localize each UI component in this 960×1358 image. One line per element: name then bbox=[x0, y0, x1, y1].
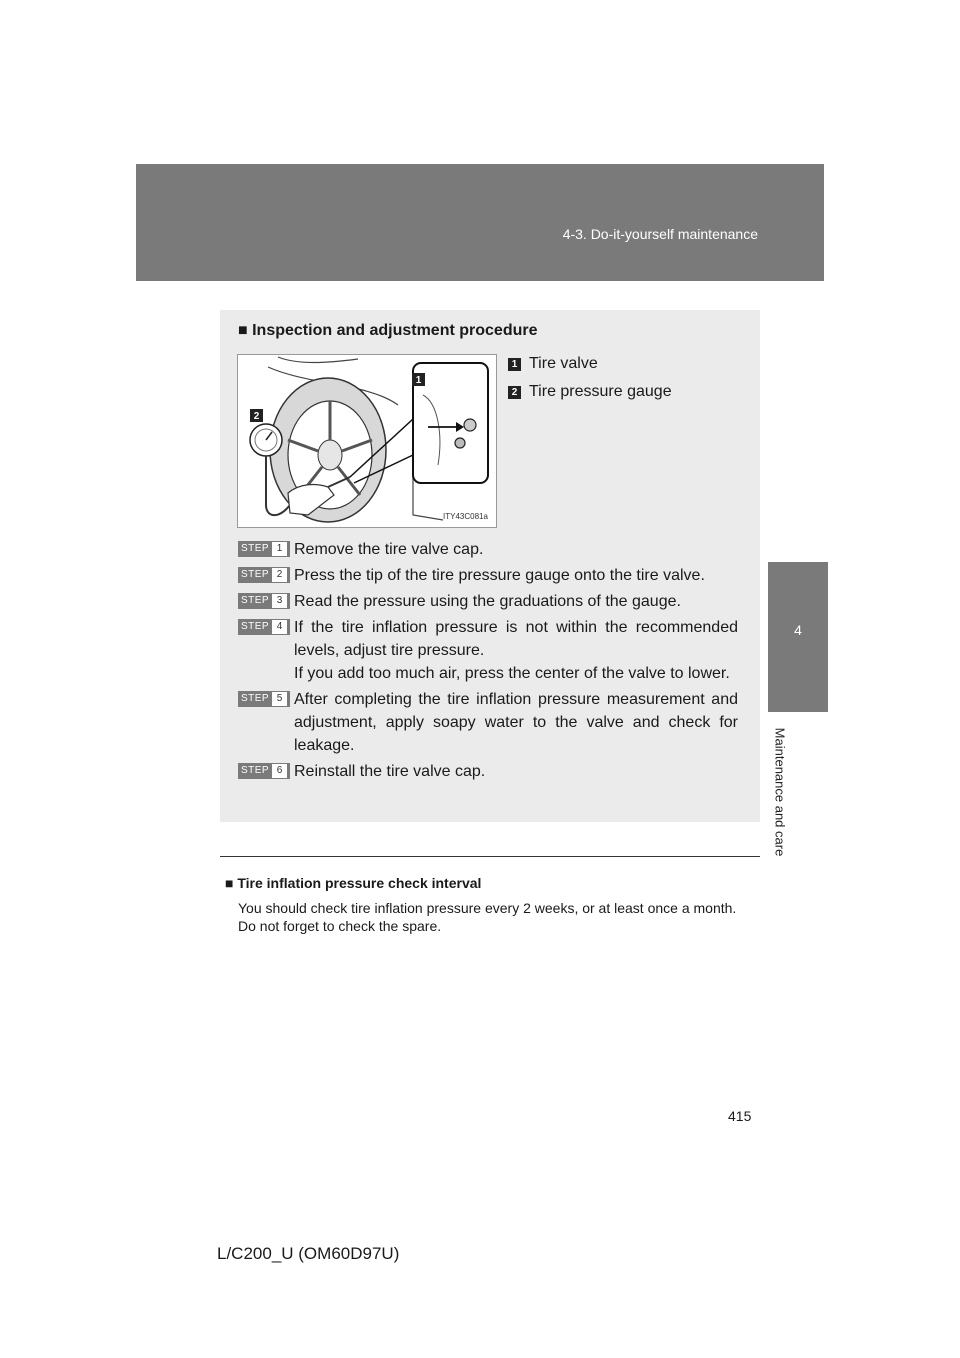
legend-number-badge: 2 bbox=[508, 386, 521, 399]
legend-item bbox=[508, 378, 672, 406]
page-number: 415 bbox=[728, 1108, 752, 1124]
step-item bbox=[238, 538, 738, 561]
step-word: STEP bbox=[240, 765, 270, 776]
procedure-panel bbox=[220, 310, 760, 822]
note-title: ■ Tire inflation pressure check interval bbox=[225, 875, 482, 891]
legend-item bbox=[508, 350, 672, 378]
step-text: Read the pressure using the graduations of the gauge. bbox=[294, 593, 681, 610]
note-line: Do not forget to check the spare. bbox=[238, 918, 442, 934]
step-text: If the tire inflation pressure is not within the recommended levels, adjust tire pressure. bbox=[294, 619, 738, 659]
tire-drawing bbox=[238, 355, 496, 527]
step-badge bbox=[238, 593, 290, 609]
chapter-tab bbox=[768, 562, 828, 712]
step-number: 1 bbox=[272, 542, 287, 556]
note-line: You should check tire inflation pressure every 2 weeks, or at least once a month. bbox=[238, 900, 737, 916]
step-text: Reinstall the tire valve cap. bbox=[294, 763, 486, 780]
step-word: STEP bbox=[240, 569, 270, 580]
step-text: Remove the tire valve cap. bbox=[294, 541, 484, 558]
step-item bbox=[238, 590, 738, 613]
callout-2-label: 2 bbox=[253, 411, 260, 422]
step-word: STEP bbox=[240, 543, 270, 554]
step-item bbox=[238, 688, 738, 757]
step-word: STEP bbox=[240, 595, 270, 606]
step-word: STEP bbox=[240, 621, 270, 632]
legend-label: Tire valve bbox=[529, 355, 598, 372]
note-title-text: Tire inflation pressure check interval bbox=[237, 875, 482, 891]
step-number: 5 bbox=[272, 692, 287, 706]
step-list bbox=[238, 538, 738, 786]
step-text: If you add too much air, press the center of the valve to lower. bbox=[294, 665, 730, 682]
legend-label: Tire pressure gauge bbox=[529, 383, 672, 400]
procedure-title: ■ Inspection and adjustment procedure bbox=[238, 322, 538, 339]
step-text: Press the tip of the tire pressure gauge onto the tire valve. bbox=[294, 567, 705, 584]
tire-illustration bbox=[237, 354, 497, 528]
step-badge bbox=[238, 567, 290, 583]
figure-code: ITY43C081a bbox=[443, 512, 488, 521]
chapter-label: Maintenance and care bbox=[772, 727, 788, 857]
procedure-title-text: Inspection and adjustment procedure bbox=[252, 322, 538, 339]
section-divider bbox=[220, 856, 760, 857]
step-text: After completing the tire inflation pressure measurement and adjustment, apply soapy water to the valve and check for leakage. bbox=[294, 691, 738, 754]
step-number: 3 bbox=[272, 594, 287, 608]
step-badge bbox=[238, 541, 290, 557]
step-badge bbox=[238, 763, 290, 779]
step-number: 6 bbox=[272, 764, 287, 778]
step-item bbox=[238, 760, 738, 783]
step-badge bbox=[238, 691, 290, 707]
callout-1-label: 1 bbox=[415, 375, 422, 386]
chapter-number: 4 bbox=[794, 622, 802, 638]
manual-code: L/C200_U (OM60D97U) bbox=[217, 1244, 400, 1263]
step-word: STEP bbox=[240, 693, 270, 704]
legend-number-badge: 1 bbox=[508, 358, 521, 371]
step-number: 4 bbox=[272, 620, 287, 634]
section-title: 4-3. Do-it-yourself maintenance bbox=[562, 226, 758, 242]
step-badge bbox=[238, 619, 290, 635]
step-number: 2 bbox=[272, 568, 287, 582]
figure-legend bbox=[508, 350, 672, 406]
step-item bbox=[238, 564, 738, 587]
page-header bbox=[136, 164, 824, 281]
note-body bbox=[238, 899, 758, 935]
chapter-tab-label-area bbox=[770, 712, 790, 872]
step-item bbox=[238, 616, 738, 685]
